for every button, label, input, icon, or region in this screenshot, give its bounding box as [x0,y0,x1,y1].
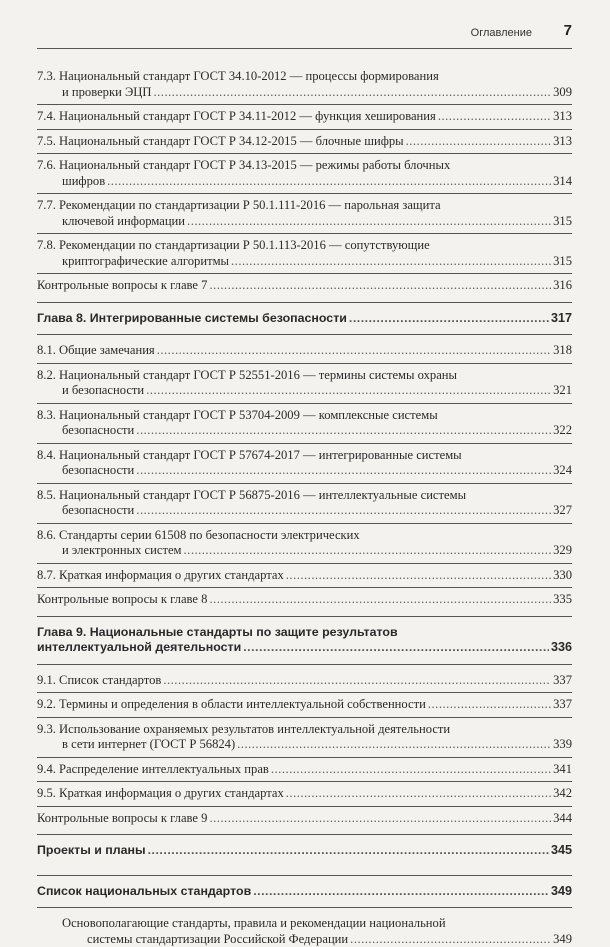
page-number: 7 [564,22,572,39]
toc-entry-text: Глава 9. Национальные стандарты по защите результатов [37,625,572,641]
toc-page-number: 316 [553,278,572,294]
toc-entry-text: 9.3. Использование охраняемых результатов интеллектуальной деятельности [37,722,572,738]
toc-page-number: 335 [553,592,572,608]
toc-page-number: 345 [551,843,572,859]
dot-leader [209,811,551,827]
toc-entry-text: криптографические алгоритмы [62,254,229,270]
dot-leader [237,737,551,753]
toc-page-number: 329 [553,543,572,559]
dot-leader [157,343,551,359]
toc-entry-text: 7.6. Национальный стандарт ГОСТ Р 34.13-2015 — режимы работы блочных [37,158,572,174]
toc-entry-text: Проекты и планы [37,843,146,859]
toc-chapter-entry [37,625,572,656]
toc-entry [37,673,572,689]
toc-page-number: 322 [553,423,572,439]
toc-entry-text: ключевой информации [62,214,185,230]
toc-entry [37,134,572,150]
dot-leader [428,697,551,713]
toc-entry [37,528,572,559]
dot-leader [163,673,551,689]
toc-page-number: 330 [553,568,572,584]
dot-leader [136,463,551,479]
toc-entry-text: и безопасности [62,383,144,399]
toc-entry-text: 7.8. Рекомендации по стандартизации Р 50.1.113-2016 — сопутствующие [37,238,572,254]
dot-leader [154,85,552,101]
toc-entry-text: 9.4. Распределение интеллектуальных прав [37,762,269,778]
toc-entry [37,238,572,269]
toc-entry-text: Контрольные вопросы к главе 9 [37,811,207,827]
toc-page-number: 337 [553,673,572,689]
toc-page-number: 337 [553,697,572,713]
dot-leader [209,278,551,294]
toc-entry [37,69,572,100]
toc-page-number: 315 [553,214,572,230]
dot-leader [350,932,551,947]
toc-entry-text: 8.7. Краткая информация о других стандартах [37,568,284,584]
toc-chapter-entry [37,843,572,859]
toc-page-number: 336 [551,640,572,656]
toc-entry [37,722,572,753]
dot-leader [187,214,551,230]
toc-chapter-entry [37,884,572,900]
toc-page-number: 327 [553,503,572,519]
toc-entry-text: 8.2. Национальный стандарт ГОСТ Р 52551-2016 — термины системы охраны [37,368,572,384]
toc-entry-text: Список национальных стандартов [37,884,251,900]
dot-leader [231,254,551,270]
dot-leader [146,383,551,399]
toc-entry-text: 7.7. Рекомендации по стандартизации Р 50.1.111-2016 — парольная защита [37,198,572,214]
toc-entry [37,592,572,608]
toc-entry [37,343,572,359]
toc-entry-text: 9.1. Список стандартов [37,673,161,689]
toc-page-number: 313 [553,134,572,150]
toc-entry [37,109,572,125]
toc-entry-text: 8.1. Общие замечания [37,343,155,359]
toc-entry-text: 9.2. Термины и определения в области интеллектуальной собственности [37,697,426,713]
toc-entry-text: и проверки ЭЦП [62,85,152,101]
toc-entry [37,697,572,713]
dot-leader [184,543,552,559]
toc-entry [37,198,572,229]
toc-entry-text: Контрольные вопросы к главе 8 [37,592,207,608]
toc-entry [37,448,572,479]
dot-leader [286,568,551,584]
toc-page-number: 317 [551,311,572,327]
toc-entry-text: Основополагающие стандарты, правила и рекомендации национальной [37,916,572,932]
toc-entry-text: 7.3. Национальный стандарт ГОСТ 34.10-2012 — процессы формирования [37,69,572,85]
toc-entry-text: безопасности [62,463,134,479]
toc-entry [37,916,572,947]
running-header [37,18,572,49]
toc-entry-text: 9.5. Краткая информация о других стандартах [37,786,284,802]
toc-entry-text: 8.5. Национальный стандарт ГОСТ Р 56875-2016 — интеллектуальные системы [37,488,572,504]
toc-entry-text: в сети интернет (ГОСТ Р 56824) [62,737,235,753]
dot-leader [209,592,551,608]
toc-entry-text: 8.6. Стандарты серии 61508 по безопасности электрических [37,528,572,544]
toc-page-number: 313 [553,109,572,125]
dot-leader [243,640,549,656]
toc-page-number: 315 [553,254,572,270]
toc-entry-text: безопасности [62,423,134,439]
toc-entry [37,568,572,584]
toc-chapter-entry [37,311,572,327]
toc-entry-text: 8.4. Национальный стандарт ГОСТ Р 57674-2017 — интегрированные системы [37,448,572,464]
dot-leader [349,311,549,327]
header-title: Оглавление [471,27,532,39]
toc-page-number: 341 [553,762,572,778]
toc-entry-text: Контрольные вопросы к главе 7 [37,278,207,294]
table-of-contents [37,69,572,947]
toc-page-number: 339 [553,737,572,753]
toc-page-number: 349 [551,884,572,900]
toc-page-number: 349 [553,932,572,947]
toc-page-number: 344 [553,811,572,827]
dot-leader [286,786,551,802]
toc-entry [37,488,572,519]
toc-page-number: 309 [553,85,572,101]
dot-leader [406,134,552,150]
toc-entry-text: шифров [62,174,105,190]
dot-leader [148,843,549,859]
toc-entry [37,811,572,827]
dot-leader [107,174,551,190]
dot-leader [136,423,551,439]
toc-entry [37,368,572,399]
toc-page-number: 342 [553,786,572,802]
dot-leader [253,884,549,900]
toc-entry [37,278,572,294]
toc-entry-text: интеллектуальной деятельности [37,640,241,656]
toc-entry-text: и электронных систем [62,543,182,559]
toc-entry-text: системы стандартизации Российской Федерации [87,932,348,947]
dot-leader [136,503,551,519]
dot-leader [438,109,551,125]
dot-leader [271,762,551,778]
toc-entry-text: безопасности [62,503,134,519]
toc-page-number: 318 [553,343,572,359]
toc-entry [37,158,572,189]
toc-page-number: 321 [553,383,572,399]
toc-entry [37,408,572,439]
toc-entry [37,786,572,802]
toc-entry-text: 8.3. Национальный стандарт ГОСТ Р 53704-2009 — комплексные системы [37,408,572,424]
toc-entry-text: Глава 8. Интегрированные системы безопасности [37,311,347,327]
toc-page-number: 314 [553,174,572,190]
toc-entry-text: 7.4. Национальный стандарт ГОСТ Р 34.11-2012 — функция хеширования [37,109,436,125]
toc-entry [37,762,572,778]
toc-entry-text: 7.5. Национальный стандарт ГОСТ Р 34.12-2015 — блочные шифры [37,134,404,150]
toc-page-number: 324 [553,463,572,479]
